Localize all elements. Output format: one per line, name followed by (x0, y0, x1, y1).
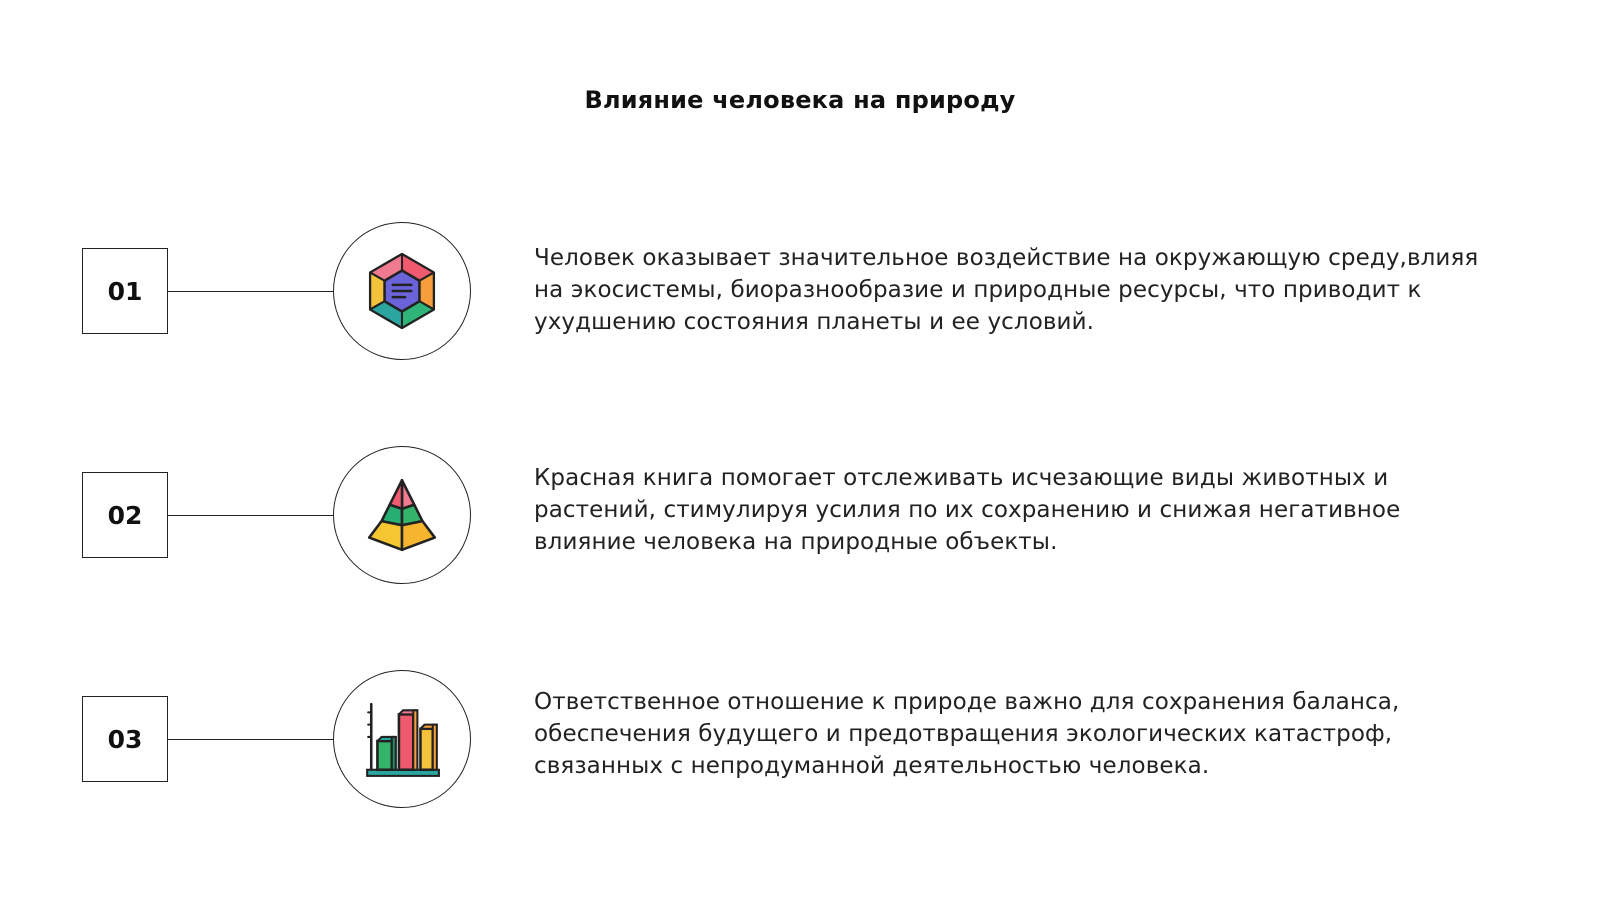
item-number-box: 01 (82, 248, 168, 334)
connector-line (168, 515, 333, 516)
list-item (0, 446, 1600, 586)
connector-line (168, 291, 333, 292)
hexagon-document-icon (361, 250, 443, 332)
icon-circle (333, 446, 471, 584)
item-text: Ответственное отношение к природе важно для сохранения баланса, обеспечения будущего и предотвращения экологических катастроф, связанных с непродуманной деятельностью человека. (534, 689, 1400, 779)
item-number-box: 02 (82, 472, 168, 558)
bar-chart-icon (361, 698, 443, 780)
icon-circle (333, 222, 471, 360)
list-item (0, 222, 1600, 362)
item-number-box: 03 (82, 696, 168, 782)
icon-circle (333, 670, 471, 808)
item-text: Человек оказывает значительное воздействие на окружающую среду,влияя на экосистемы, биоразнообразие и природные ресурсы, что приводит к ухудшению состояния планеты и ее условий. (534, 245, 1479, 335)
pyramid-icon (361, 474, 443, 556)
item-text: Красная книга помогает отслеживать исчезающие виды животных и растений, стимулируя усилия по их сохранению и снижая негативное влияние человека на природные объекты. (534, 465, 1401, 555)
connector-line (168, 739, 333, 740)
slide-title: Влияние человека на природу (584, 86, 1016, 114)
list-item (0, 670, 1600, 810)
